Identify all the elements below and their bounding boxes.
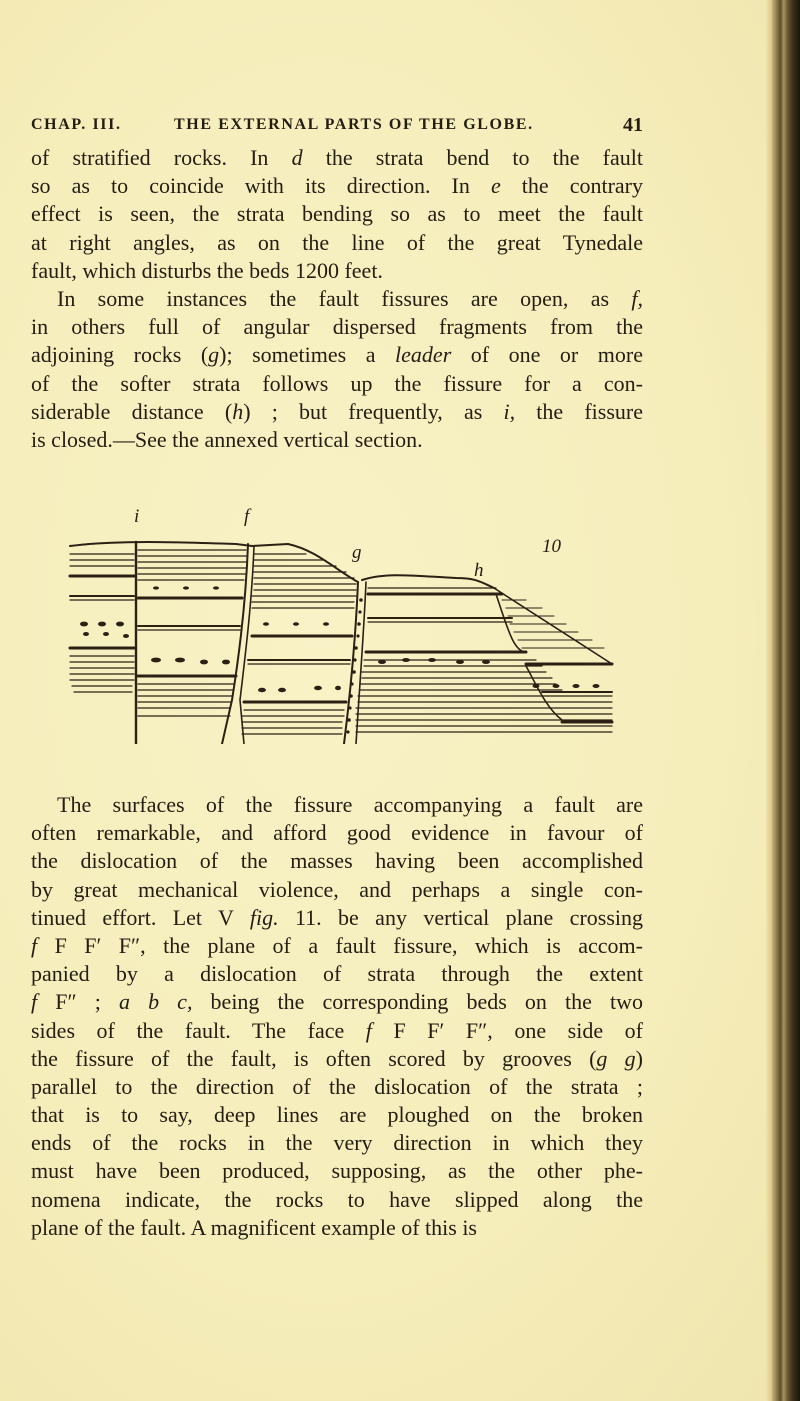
text-line: siderable distance (h) ; but frequently, as i, the fissure [31, 398, 644, 424]
text-line: f F F′ F″, the plane of a fault fissure, which is accom- [31, 932, 643, 958]
paragraph-1 [31, 144, 643, 454]
paragraph-2 [31, 791, 643, 1242]
text-line: of the softer strata follows up the fissure for a con- [31, 370, 643, 396]
text-line: the dislocation of the masses having been accomplished [31, 848, 643, 874]
italic-term: f [31, 932, 38, 958]
text-line: ends of the rocks in the very direction in which they [31, 1130, 643, 1156]
text-line: adjoining rocks (g); sometimes a leader of one or more [31, 342, 643, 368]
italic-term: h [232, 398, 244, 424]
text-line: tinued effort. Let V fig. 11. be any vertical plane crossing [31, 904, 644, 930]
italic-term: g g [596, 1045, 636, 1071]
chapter-label: CHAP. III. [31, 116, 122, 133]
italic-term: d [291, 145, 303, 170]
text-line: f F″ ; a b c, being the corresponding beds on the two [31, 989, 644, 1015]
text-line: nomena indicate, the rocks to have slipped along the [31, 1186, 643, 1212]
italic-term: f, [631, 285, 643, 311]
figure-label-g: g [352, 542, 362, 563]
figure-label-f: f [244, 506, 250, 527]
italic-term: e [490, 173, 501, 199]
book-spine-edge [772, 0, 800, 1401]
figure-label-i: i [134, 506, 140, 527]
figure-label-h: h [474, 560, 484, 581]
fault-section-illustration [56, 520, 616, 744]
text-line: sides of the fault. The face f F F′ F″, one side of [31, 1017, 643, 1043]
text-line: must have been produced, supposing, as the other phe- [31, 1158, 643, 1184]
text-line: of stratified rocks. In d the strata bend to the fault [31, 145, 643, 170]
text-line: often remarkable, and afford good evidence in favour of [31, 820, 643, 846]
text-line: fault, which disturbs the beds 1200 feet. [31, 257, 383, 283]
text-line: The surfaces of the fissure accompanying a fault are [57, 792, 643, 817]
italic-term: f [365, 1017, 372, 1043]
figure-number: 10 [542, 536, 561, 557]
text-line: parallel to the direction of the dislocation of the strata ; [31, 1073, 643, 1099]
italic-term: i, [503, 398, 516, 424]
text-line: panied by a dislocation of strata through the extent [31, 961, 643, 987]
running-header [31, 116, 643, 140]
text-line: is closed.—See the annexed vertical section. [31, 426, 423, 452]
italic-term: leader [395, 342, 452, 368]
italic-term: f [31, 989, 38, 1015]
running-title: THE EXTERNAL PARTS OF THE GLOBE. [174, 116, 534, 133]
italic-term: fig. [249, 904, 279, 930]
text-line: effect is seen, the strata bending so as to meet the fault [31, 201, 643, 227]
italic-term: a b c, [118, 989, 193, 1015]
text-line: at right angles, as on the line of the great Tynedale [31, 229, 643, 255]
page-number: 41 [623, 114, 643, 136]
text-line: in others full of angular dispersed fragments from the [31, 314, 643, 340]
italic-term: g [208, 342, 220, 368]
figure-vertical-section [56, 506, 616, 744]
text-line: by great mechanical violence, and perhaps a single con- [31, 876, 643, 902]
text-line: so as to coincide with its direction. In e the contrary [31, 173, 643, 199]
text-line: that is to say, deep lines are ploughed on the broken [31, 1102, 643, 1128]
text-line: the fissure of the fault, is often scored by grooves (g g) [31, 1045, 643, 1071]
text-line: plane of the fault. A magnificent example of this is [31, 1214, 477, 1240]
text-line: In some instances the fault fissures are open, as f, [57, 285, 643, 311]
